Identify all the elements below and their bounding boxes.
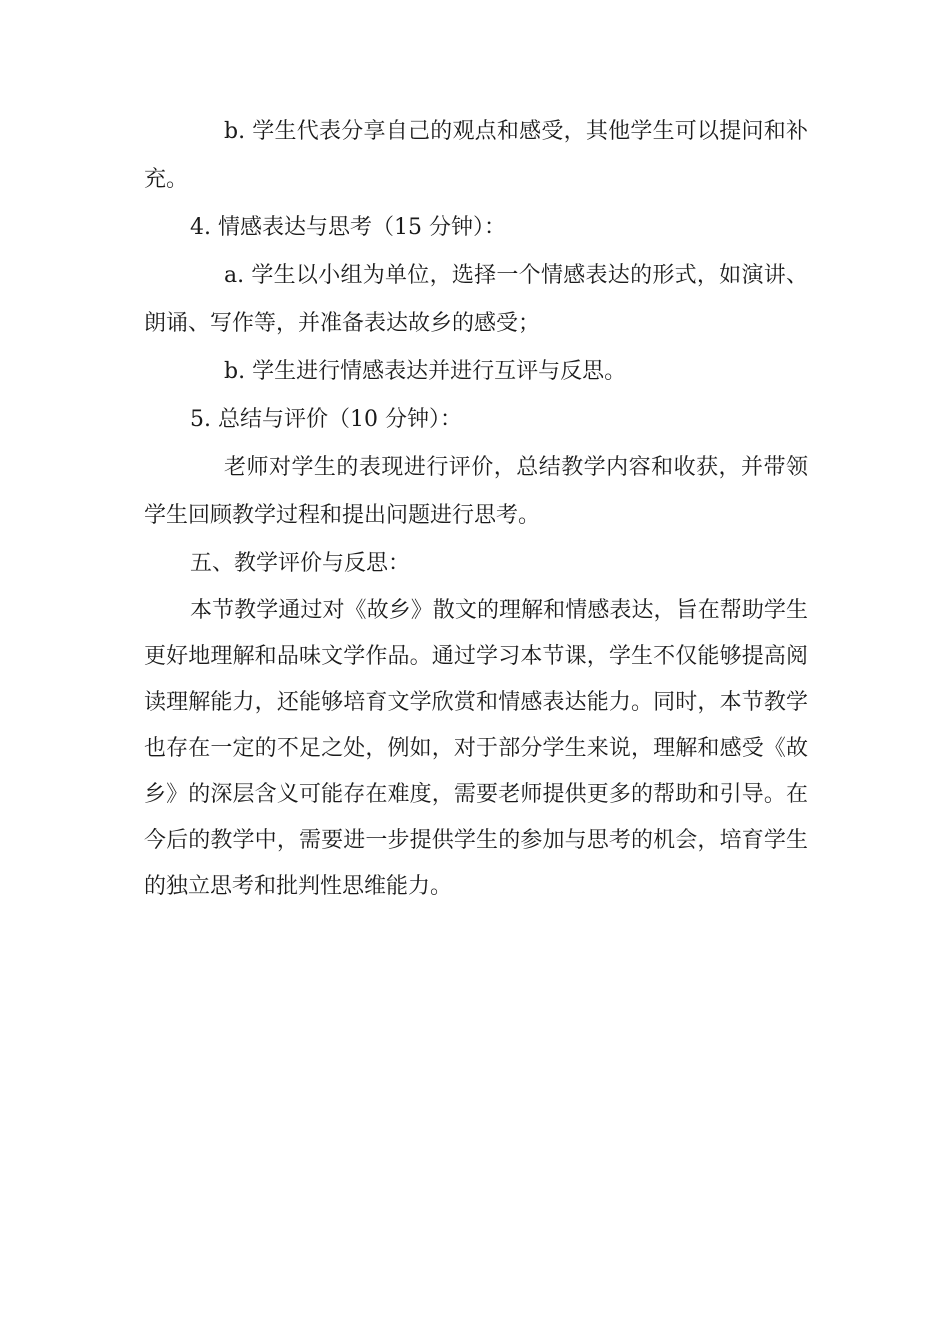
step-4-heading: 4. 情感表达与思考（15 分钟）： bbox=[190, 215, 506, 240]
step-4a-paragraph: a. 学生以小组为单位，选择一个情感表达的形式，如演讲、朗诵、写作等，并准备表达故乡的感受； bbox=[144, 263, 808, 336]
section-5-heading: 五、教学评价与反思： bbox=[190, 551, 411, 576]
step-5-heading: 5. 总结与评价（10 分钟）： bbox=[190, 407, 462, 432]
document-body bbox=[144, 108, 808, 910]
step-4b-paragraph: b. 学生进行情感表达并进行互评与反思。 bbox=[224, 359, 627, 384]
step-5-paragraph: 老师对学生的表现进行评价，总结教学内容和收获，并带领学生回顾教学过程和提出问题进行思考。 bbox=[144, 455, 808, 528]
reflection-paragraph: 本节教学通过对《故乡》散文的理解和情感表达，旨在帮助学生更好地理解和品味文学作品。通过学习本节课，学生不仅能够提高阅读理解能力，还能够培育文学欣赏和情感表达能力。同时，本节教学也存在一定的不足之处，例如，对于部分学生来说，理解和感受《故乡》的深层含义可能存在难度，需要老师提供更多的帮助和引导。在今后的教学中，需要进一步提供学生的参加与思考的机会，培育学生的独立思考和批判性思维能力。 bbox=[144, 598, 808, 899]
step-3b-paragraph: b. 学生代表分享自己的观点和感受，其他学生可以提问和补充。 bbox=[144, 119, 808, 192]
